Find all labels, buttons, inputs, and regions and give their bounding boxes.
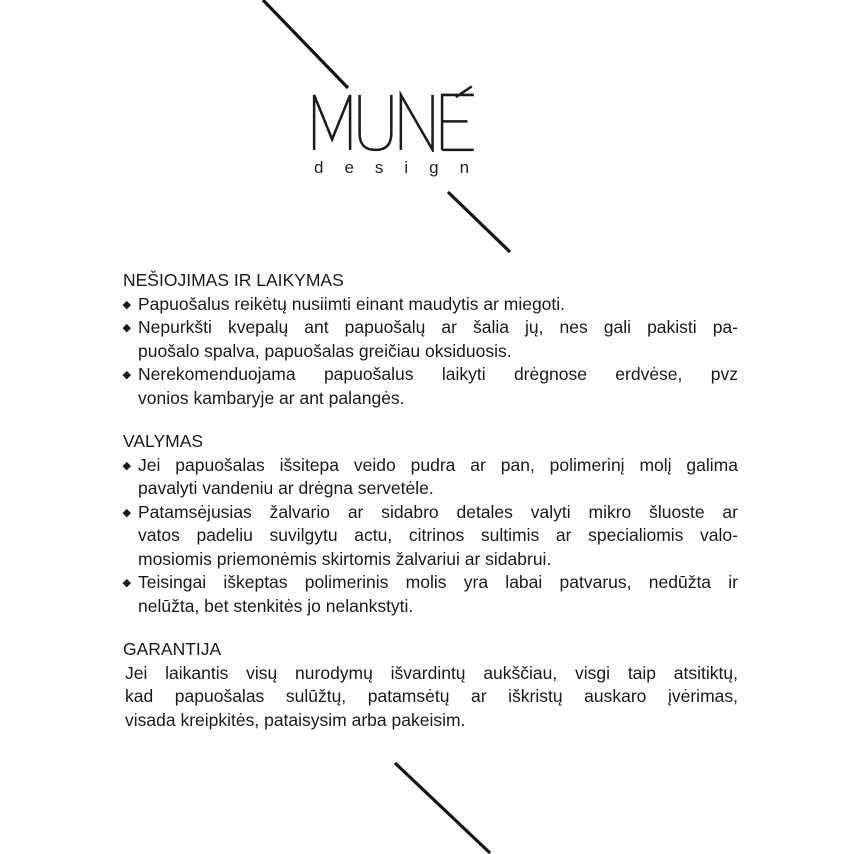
text-line: puošalo spalva, papuošalas greičiau oksiduosis.: [138, 340, 512, 361]
text-line: kad papuošalas sulūžtų, patamsėtų ar iškristų auskaro įvėrimas,: [125, 686, 738, 706]
section-heading: NEŠIOJIMAS IR LAIKYMAS: [123, 270, 344, 290]
warranty-paragraph: [123, 662, 738, 733]
text-line: Nepurkšti kvepalų ant papuošalų ar šalia jų, nes gali pakisti pa-: [138, 317, 738, 337]
text-line: Jei papuošalas išsitepa veido pudra ar pan, polimerinį molį galima: [138, 454, 738, 475]
text-line: Patamsėjusias žalvario ar sidabro detales valyti mikro šluoste ar: [138, 501, 738, 522]
section-wearing-storage: [123, 269, 738, 410]
section-heading: VALYMAS: [123, 431, 204, 451]
diamond-bullet-icon: [123, 371, 131, 379]
text-line: mosiomis priemonėmis skirtomis žalvariui ar sidabrui.: [138, 548, 552, 569]
brand-subtitle: design: [314, 158, 491, 177]
list-item: [123, 571, 738, 618]
care-instructions: [123, 269, 738, 732]
section-cleaning: [123, 430, 738, 618]
text-line: vonios kambaryje ar ant palangės.: [138, 387, 405, 408]
diamond-bullet-icon: [123, 300, 131, 308]
list-item: [123, 293, 738, 317]
text-line: visada kreipkitės, pataisysim arba pakeisim.: [125, 709, 466, 730]
list-item: [123, 316, 738, 363]
diamond-bullet-icon: [123, 508, 131, 516]
text-line: pavalyti vandeniu ar drėgna servetėle.: [138, 478, 434, 498]
text-line: Papuošalus reikėtų nusiimti einant maudytis ar miegoti.: [138, 293, 566, 314]
brand-name: [310, 86, 480, 158]
list-item: [123, 363, 738, 410]
text-line: vatos padeliu suvilgytu actu, citrinos sultimis ar specialiomis valo-: [138, 525, 738, 545]
list-item: [123, 454, 738, 501]
diamond-bullet-icon: [123, 579, 131, 587]
text-line: Jei laikantis visų nurodymų išvardintų aukščiau, visgi taip atsitiktų,: [125, 662, 738, 683]
diagonal-line-bottom: [395, 763, 490, 853]
text-line: Nerekomenduojama papuošalus laikyti drėgnose erdvėse, pvz: [138, 364, 738, 384]
diagonal-line-top: [263, 0, 348, 88]
section-warranty: [123, 638, 738, 732]
text-line: Teisingai iškeptas polimerinis molis yra labai patvarus, nedūžta ir: [138, 572, 738, 592]
diamond-bullet-icon: [123, 461, 131, 469]
diagonal-line-middle: [448, 192, 510, 252]
text-line: nelūžta, bet stenkitės jo nelankstyti.: [138, 595, 414, 616]
section-heading: GARANTIJA: [123, 639, 222, 659]
diamond-bullet-icon: [123, 324, 131, 332]
list-item: [123, 501, 738, 572]
